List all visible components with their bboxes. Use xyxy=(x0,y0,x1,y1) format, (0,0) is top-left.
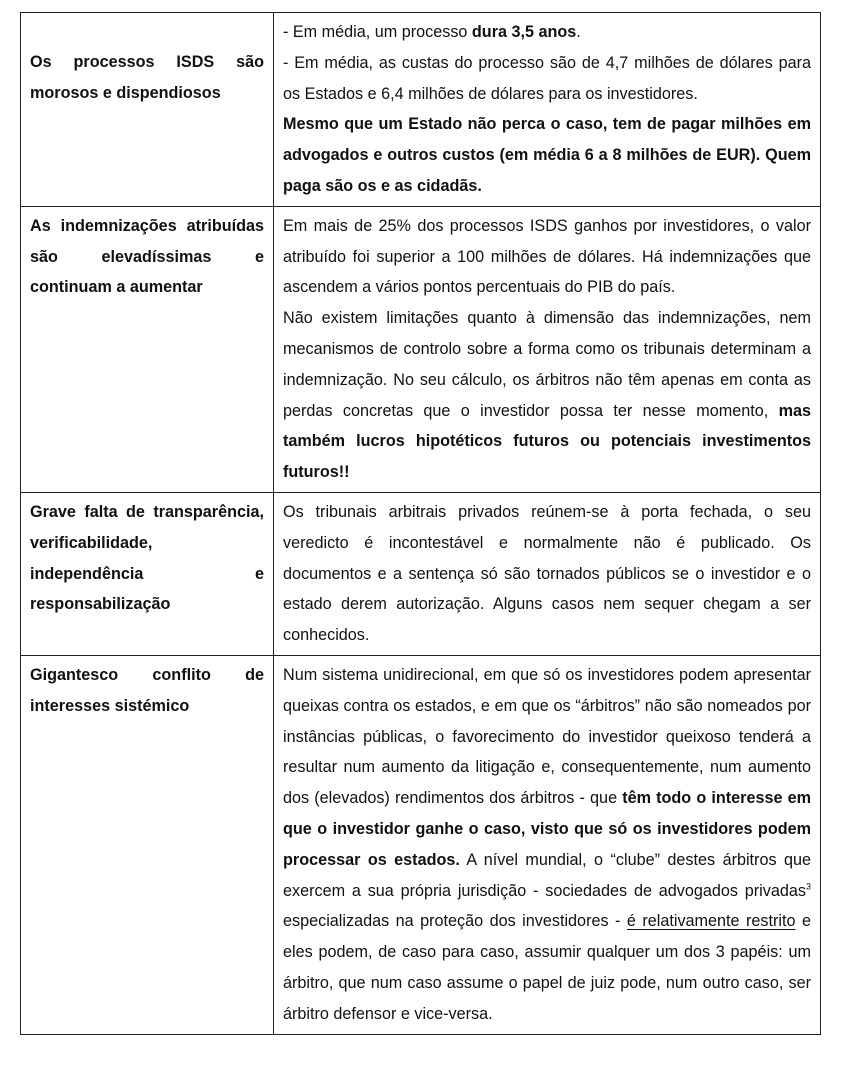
text-run: Não existem limitações quanto à dimensão das indemnizações, nem mecanismos de controlo sobre a forma como os tribunais determinam a indemnização. No seu cálculo, os árbitros não têm apenas em conta as perdas concretas que o investidor possa ter nesse momento, xyxy=(283,309,811,420)
paragraph xyxy=(283,109,811,201)
text-run: A nível mundial, o “clube” destes árbitros que exercem a sua própria jurisdição - sociedades de advogados privadas xyxy=(283,850,811,900)
table-row xyxy=(21,13,821,207)
row-label xyxy=(21,206,274,492)
paragraph: Os tribunais arbitrais privados reúnem-se à porta fechada, o seu veredicto é incontestável e normalmente não é publicado. Os documentos e a sentença só são tornados públicos se o investidor e o estado derem autorização. Alguns casos nem sequer chegam a ser conhecidos. xyxy=(283,502,811,645)
table-row xyxy=(21,492,821,655)
bold-text: dura 3,5 anos xyxy=(471,23,577,41)
row-label xyxy=(21,492,274,655)
paragraph xyxy=(283,17,811,48)
paragraph xyxy=(283,660,811,1030)
paragraph: Em mais de 25% dos processos ISDS ganhos por investidores, o valor atribuído foi superior a 100 milhões de dólares. Há indemnizações que ascendem a vários pontos percentuais do PIB do país. xyxy=(283,216,811,297)
text-run: e eles podem, de caso para caso, assumir qualquer um dos 3 papéis: um árbitro, que num caso assume o papel de juiz pode, num outro caso, ser árbitro defensor e vice-versa. xyxy=(283,912,811,1023)
row-label xyxy=(21,13,274,207)
row-content xyxy=(274,206,821,492)
row-label-text: As indemnizações atribuídas são elevadíssimas e continuam a aumentar xyxy=(30,216,264,297)
row-content xyxy=(274,492,821,655)
bold-text: Mesmo que um Estado não perca o caso, tem de pagar milhões em advogados e outros custos (em média 6 a 8 milhões de EUR). Quem paga são os e as cidadãs. xyxy=(283,115,811,195)
row-label-text: Grave falta de transparência, verificabilidade, independência e responsabilização xyxy=(30,502,264,614)
paragraph xyxy=(283,303,811,488)
text-run: - Em média, um processo xyxy=(283,23,472,41)
footnote-ref: 3 xyxy=(805,881,811,892)
table-row xyxy=(21,655,821,1034)
row-content xyxy=(274,13,821,207)
table-row xyxy=(21,206,821,492)
row-label-text: Os processos ISDS são morosos e dispendiosos xyxy=(30,53,264,102)
row-label-text: Gigantesco conflito de interesses sistémico xyxy=(30,665,264,715)
bold-text: têm todo o interesse em que o investidor ganhe o caso, visto que só os investidores podem processar os estados. xyxy=(283,789,811,869)
text-run: Num sistema unidirecional, em que só os investidores podem apresentar queixas contra os estados, e em que os “árbitros” não são nomeados por instâncias públicas, o favorecimento do investidor queixoso tenderá a resultar num aumento da litigação e, consequentemente, num aumento dos (elevados) rendimentos dos árbitros - que xyxy=(283,665,811,808)
underlined-text: é relativamente restrito xyxy=(626,912,796,931)
paragraph: - Em média, as custas do processo são de 4,7 milhões de dólares para os Estados e 6,4 milhões de dólares para os investidores. xyxy=(283,53,811,103)
text-run: . xyxy=(576,23,581,41)
text-run: especializadas na proteção dos investidores - xyxy=(283,912,627,931)
row-content xyxy=(274,655,821,1034)
arguments-table xyxy=(20,12,821,1035)
row-label xyxy=(21,655,274,1034)
bold-text: mas também lucros hipotéticos futuros ou potenciais investimentos futuros!! xyxy=(283,401,811,482)
